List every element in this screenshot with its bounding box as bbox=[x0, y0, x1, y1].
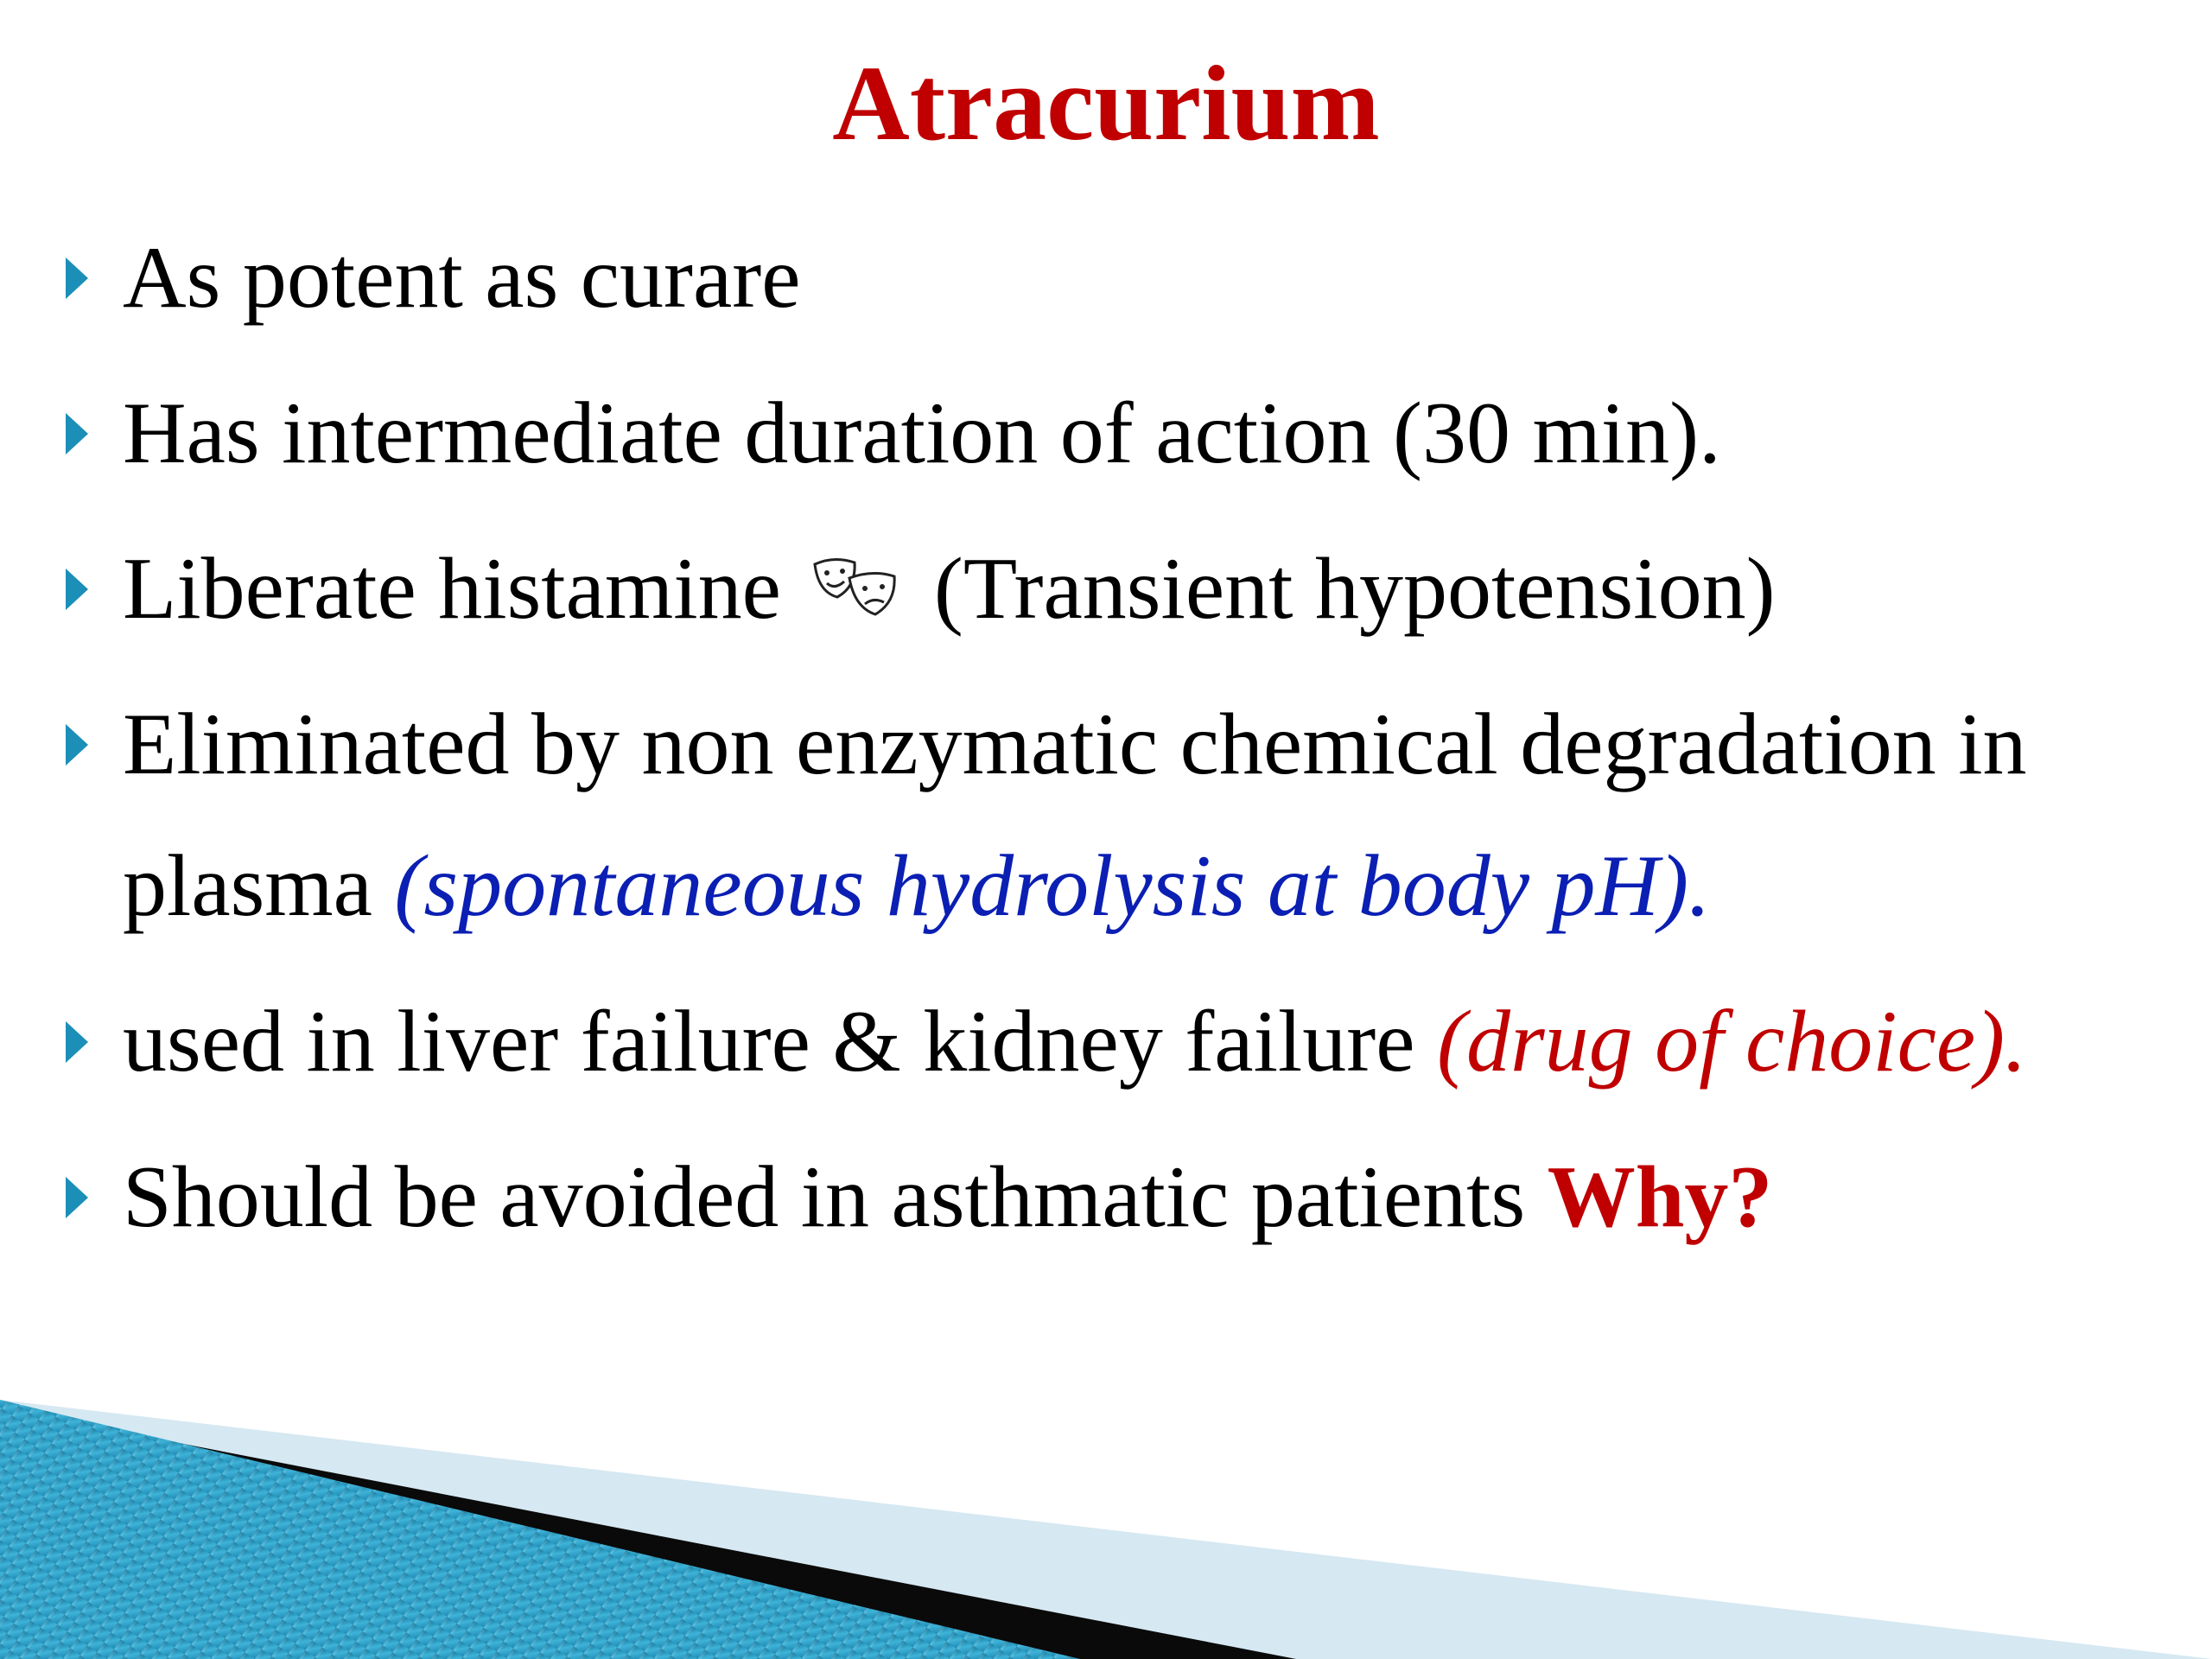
bullet-list bbox=[60, 207, 2169, 1282]
bullet-item bbox=[60, 363, 2169, 505]
bullet-highlight: (spontaneous hydrolysis at body pH). bbox=[394, 837, 1711, 935]
bullet-highlight: Why? bbox=[1547, 1148, 1773, 1246]
bullet-arrow-icon bbox=[66, 1177, 88, 1218]
bullet-item bbox=[60, 518, 2169, 660]
bullet-item bbox=[60, 674, 2169, 957]
bullet-item bbox=[60, 207, 2169, 349]
bullet-item bbox=[60, 971, 2169, 1113]
bullet-arrow-icon bbox=[66, 413, 88, 454]
bullet-arrow-icon bbox=[66, 569, 88, 610]
bullet-arrow-icon bbox=[66, 724, 88, 766]
bullet-highlight: (drug of choice). bbox=[1437, 993, 2027, 1090]
bullet-text: Eliminated by non enzymatic chemical degradation in plasma bbox=[123, 696, 2027, 935]
bullet-text: As potent as curare bbox=[123, 229, 801, 327]
bullet-text-suffix: (Transient hypotension) bbox=[912, 540, 1776, 638]
theater-masks-icon bbox=[808, 524, 903, 593]
corner-swoosh-decoration bbox=[0, 1348, 2212, 1659]
bullet-arrow-icon bbox=[66, 257, 88, 299]
bullet-text: Has intermediate duration of action (30 min). bbox=[123, 385, 1721, 482]
bullet-text: Liberate histamine bbox=[123, 540, 804, 638]
bullet-text: Should be avoided in asthmatic patients bbox=[123, 1148, 1548, 1246]
slide-title: Atracurium bbox=[832, 44, 1380, 162]
bullet-arrow-icon bbox=[66, 1021, 88, 1063]
bullet-item bbox=[60, 1127, 2169, 1268]
bullet-text: used in liver failure & kidney failure bbox=[123, 993, 1437, 1090]
